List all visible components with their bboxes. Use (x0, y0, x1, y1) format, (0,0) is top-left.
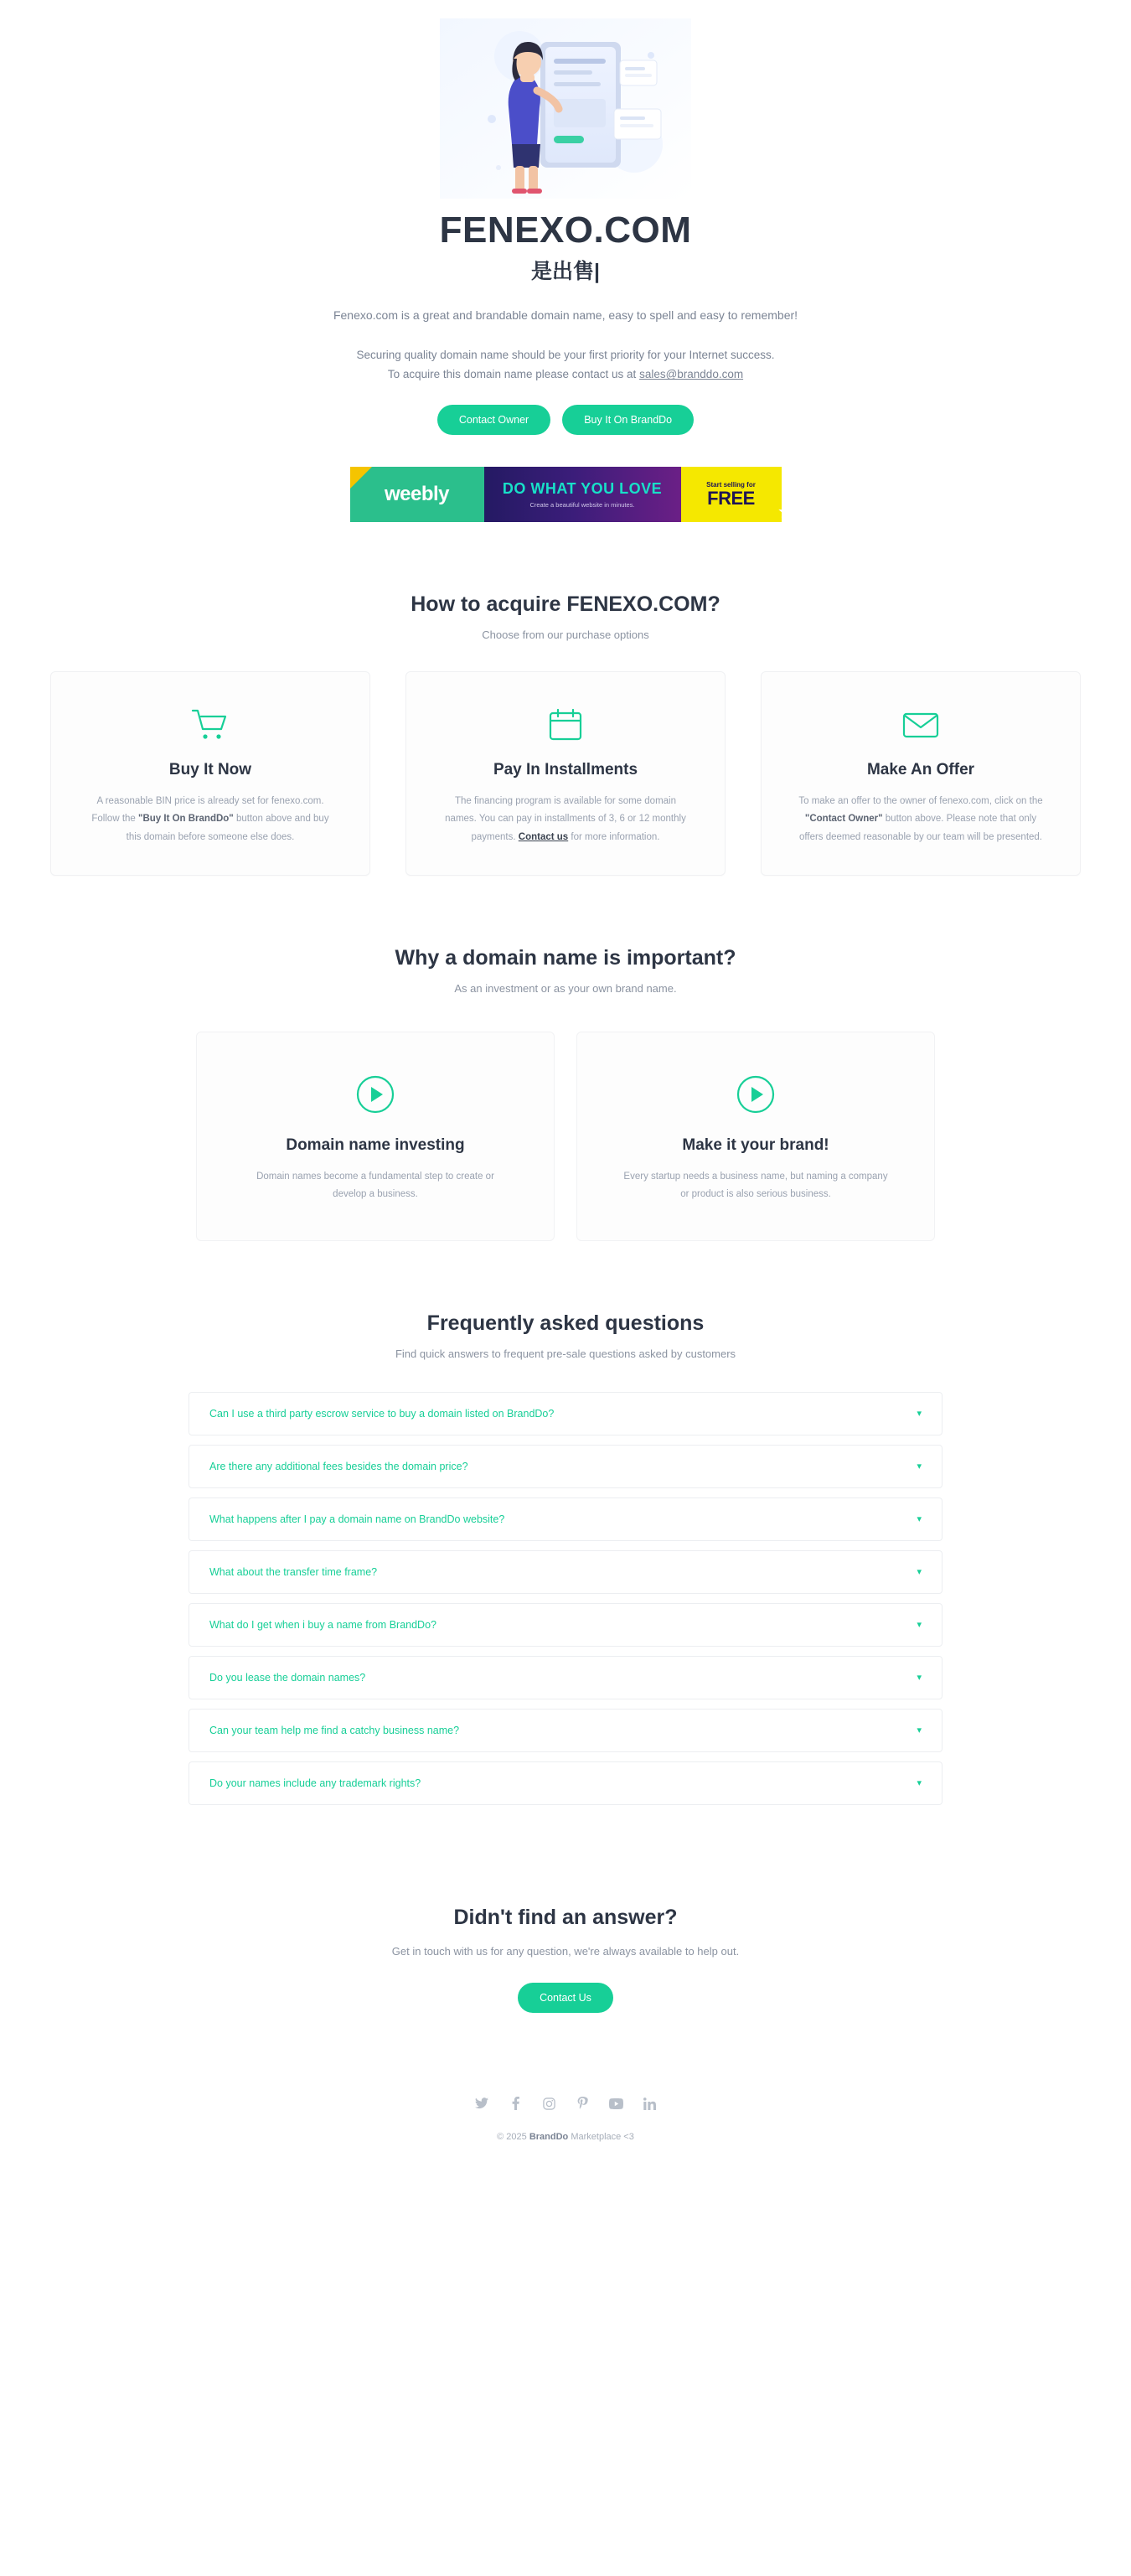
contact-owner-button[interactable]: Contact Owner (437, 405, 550, 435)
ad-message-panel (484, 467, 681, 522)
acquire-card-title: Pay In Installments (493, 761, 638, 779)
card-text-emphasis: "Buy It On BrandDo" (138, 814, 234, 825)
faq-section (0, 1311, 1131, 1805)
why-card-text: Every startup needs a business name, but naming a company or product is also serious business. (623, 1171, 888, 1200)
facebook-icon[interactable] (509, 2097, 522, 2110)
why-card-text: Domain names become a fundamental step to create or develop a business. (256, 1171, 494, 1200)
copyright-prefix: © 2025 (497, 2132, 529, 2143)
acquire-card-text (440, 793, 691, 846)
faq-item[interactable] (188, 1392, 942, 1435)
faq-item[interactable] (188, 1656, 942, 1699)
shopping-cart-icon (85, 704, 336, 746)
hero-tagline: Fenexo.com is a great and brandable domain name, easy to spell and easy to remember! (333, 308, 798, 323)
why-card-domain-investing (196, 1032, 555, 1242)
acquire-card-list (0, 671, 1131, 876)
faq-question: Do you lease the domain names? (209, 1672, 366, 1684)
why-title: Why a domain name is important? (395, 945, 736, 970)
faq-question: Are there any additional fees besides the domain price? (209, 1461, 468, 1473)
why-subtitle: As an investment or as your own brand name. (454, 981, 677, 995)
faq-question: What happens after I pay a domain name on BrandDo website? (209, 1513, 505, 1526)
chevron-down-icon[interactable]: ▾ (917, 1725, 922, 1735)
instagram-icon[interactable] (542, 2097, 555, 2110)
buy-on-branddo-button[interactable]: Buy It On BrandDo (562, 405, 694, 435)
cursor-pointer-icon: ➤ (776, 504, 793, 521)
hero-secure-text (0, 345, 1131, 385)
hero-secure-line1: Securing quality domain name should be your first priority for your Internet success. (356, 348, 775, 361)
calendar-icon (440, 704, 691, 746)
ad-cta-panel[interactable] (681, 467, 793, 522)
contact-title: Didn't find an answer? (453, 1906, 678, 1930)
social-links (0, 2097, 1131, 2110)
chevron-down-icon[interactable]: ▾ (917, 1619, 922, 1630)
faq-item[interactable] (188, 1550, 942, 1594)
play-circle-icon (621, 1071, 891, 1118)
acquire-card-buy-it-now (50, 671, 370, 876)
faq-question: Do your names include any trademark rights? (209, 1777, 421, 1790)
acquire-card-text (85, 793, 336, 846)
card-text-part: A reasonable BIN price is already set for fenexo.com. Follow the (91, 796, 324, 825)
footer (0, 2097, 1131, 2182)
hero-button-group (0, 405, 1131, 435)
acquire-card-make-an-offer (761, 671, 1081, 876)
contact-section (0, 1906, 1131, 2013)
why-card-title: Make it your brand! (682, 1135, 829, 1154)
faq-item[interactable] (188, 1497, 942, 1541)
contact-button-wrap (0, 1983, 1131, 2013)
acquire-card-installments (405, 671, 726, 876)
contact-us-button[interactable]: Contact Us (518, 1983, 613, 2013)
pinterest-icon[interactable] (576, 2097, 589, 2110)
hero-secure-line2-prefix: To acquire this domain name please contact us at (387, 368, 640, 381)
ad-cta-small-label: Start selling for (706, 481, 756, 489)
acquire-card-title: Make An Offer (866, 761, 975, 779)
card-text-emphasis: "Contact Owner" (804, 814, 883, 825)
chevron-down-icon[interactable]: ▾ (917, 1513, 922, 1524)
ad-cta-big-label: FREE (707, 487, 755, 509)
hero-section (0, 0, 1131, 522)
faq-question: What do I get when i buy a name from BrandDo? (209, 1619, 436, 1632)
ad-brand-label: weebly (384, 483, 450, 506)
faq-subtitle: Find quick answers to frequent pre-sale questions asked by customers (395, 1347, 736, 1361)
faq-question: Can your team help me find a catchy business name? (209, 1725, 460, 1737)
chevron-down-icon[interactable]: ▾ (917, 1461, 922, 1472)
sales-email-link[interactable]: sales@branddo.com (639, 368, 744, 381)
ad-brand-panel (350, 467, 484, 522)
youtube-icon[interactable] (609, 2097, 622, 2110)
twitter-icon[interactable] (475, 2097, 488, 2110)
copyright-text (0, 2132, 1131, 2142)
acquire-title: How to acquire FENEXO.COM? (411, 592, 720, 617)
card-text-part: To make an offer to the owner of fenexo.com, click on the (798, 796, 1043, 807)
acquire-card-title: Buy It Now (168, 761, 252, 779)
page-title: FENEXO.COM (439, 209, 692, 251)
why-card-list (0, 1032, 1131, 1242)
acquire-section (0, 592, 1131, 876)
chevron-down-icon[interactable]: ▾ (917, 1408, 922, 1419)
copyright-brand: BrandDo (529, 2132, 569, 2143)
ad-headline: DO WHAT YOU LOVE (502, 480, 663, 498)
hero-illustration (440, 18, 691, 199)
envelope-icon (795, 704, 1046, 746)
linkedin-icon[interactable] (643, 2097, 656, 2110)
weebly-ad-banner[interactable] (350, 467, 793, 522)
chevron-down-icon[interactable]: ▾ (917, 1672, 922, 1683)
card-text-part: for more information. (568, 831, 660, 842)
why-section (0, 946, 1131, 1242)
domain-subtitle: 是出售| (531, 260, 600, 284)
advertisement-wrap (0, 467, 1131, 522)
faq-item[interactable] (188, 1603, 942, 1647)
ad-corner-ribbon (350, 467, 372, 489)
acquire-card-text (795, 793, 1046, 846)
chevron-down-icon[interactable]: ▾ (917, 1777, 922, 1788)
faq-item[interactable] (188, 1761, 942, 1805)
contact-us-link[interactable]: Contact us (518, 831, 569, 842)
contact-subtitle: Get in touch with us for any question, we're always available to help out. (391, 1945, 740, 1958)
faq-item[interactable] (188, 1445, 942, 1488)
acquire-subtitle: Choose from our purchase options (482, 628, 649, 642)
play-circle-icon (240, 1071, 510, 1118)
why-card-make-it-your-brand (576, 1032, 935, 1242)
faq-list (188, 1392, 942, 1805)
ad-subline: Create a beautiful website in minutes. (529, 501, 635, 510)
faq-question: Can I use a third party escrow service to buy a domain listed on BrandDo? (209, 1408, 555, 1420)
why-card-title: Domain name investing (286, 1135, 465, 1154)
card-text-part: button above. Please note that only offers deemed reasonable by our team will be presented. (798, 814, 1042, 842)
chevron-down-icon[interactable]: ▾ (917, 1566, 922, 1577)
faq-item[interactable] (188, 1709, 942, 1752)
faq-title: Frequently asked questions (426, 1311, 705, 1336)
faq-question: What about the transfer time frame? (209, 1566, 378, 1579)
copyright-suffix: Marketplace <3 (568, 2132, 634, 2143)
card-text-part: button above and buy this domain before someone else does. (126, 814, 329, 842)
card-text-part: The financing program is available for some domain names. You can pay in installments of 3, 6 or 12 monthly payments. (445, 796, 686, 842)
